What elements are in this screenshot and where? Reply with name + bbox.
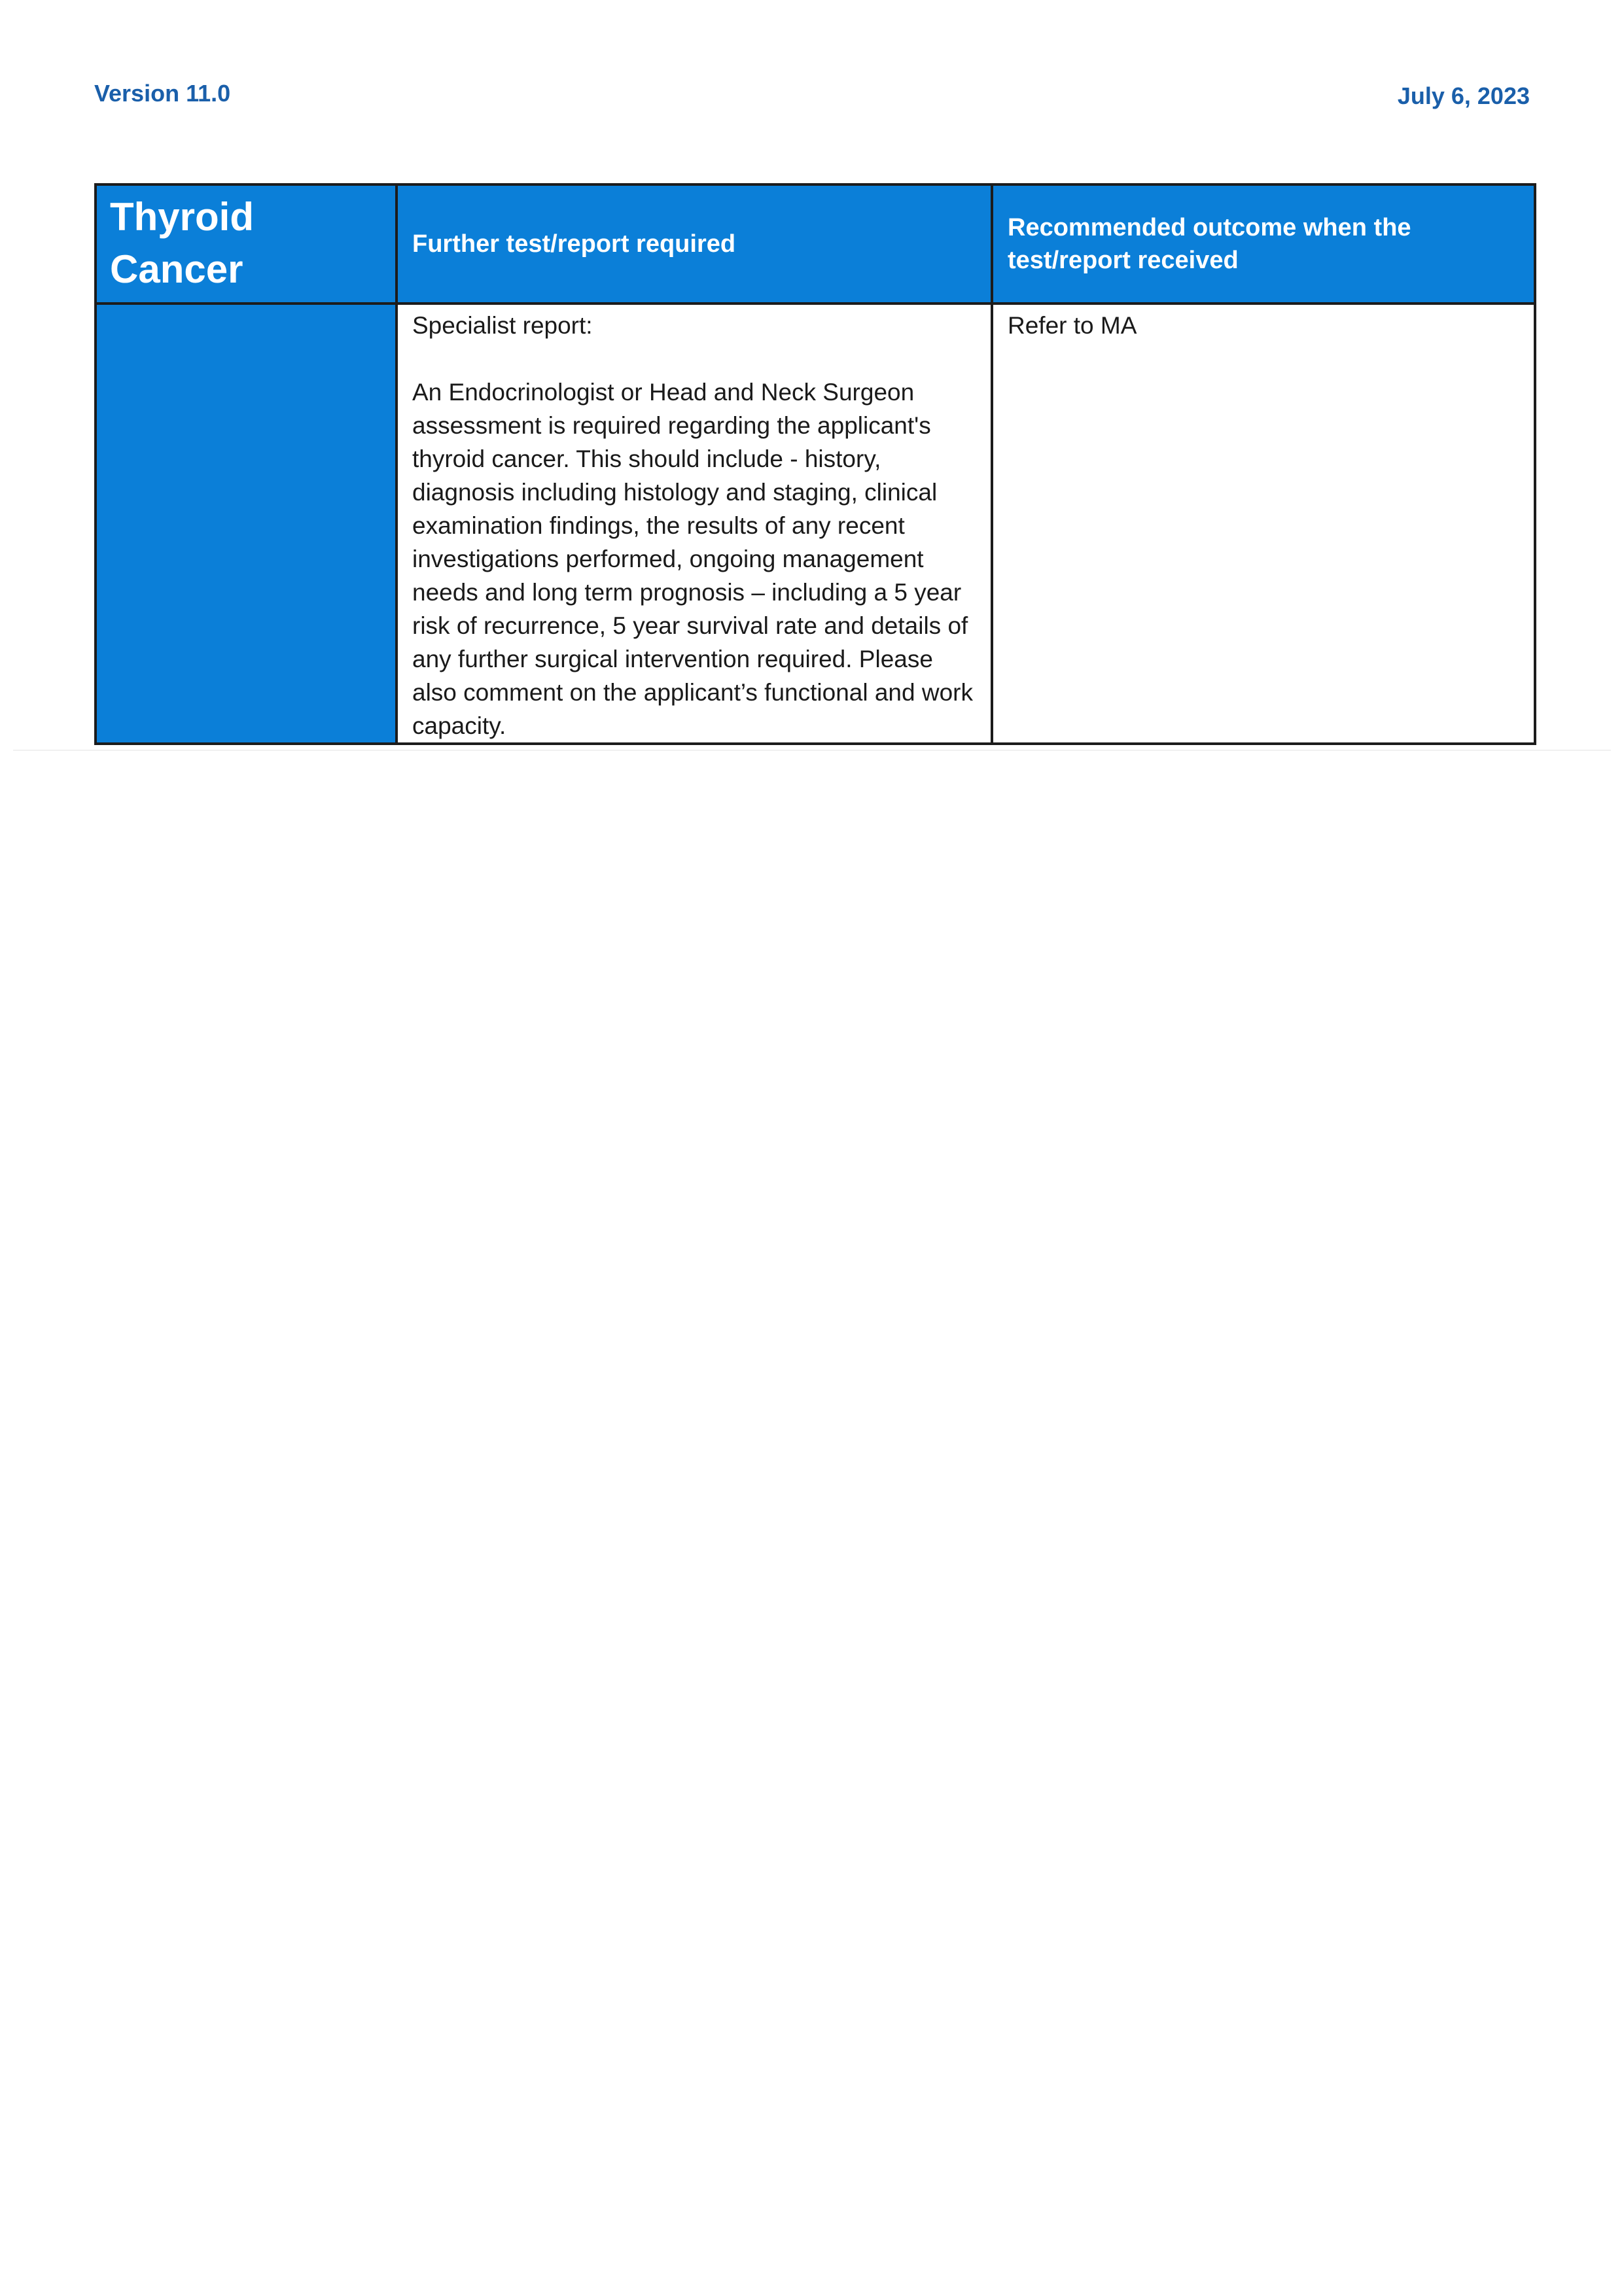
guidance-table [94,183,1536,745]
test-title: Specialist report: [412,312,593,339]
date-label: July 6, 2023 [1397,82,1530,109]
test-column-header: Further test/report required [397,184,992,304]
outcome-text: Refer to MA [1008,312,1137,339]
scan-divider [13,750,1611,751]
outcome-cell [992,304,1535,744]
version-label: Version 11.0 [94,80,231,107]
table-header-row [96,184,1535,304]
test-description: An Endocrinologist or Head and Neck Surgeon assessment is required regarding the applicant's thyroid cancer. This should include - history, diagnosis including histology and staging, clinical examination findings, the results of any recent investigations performed, ongoing management needs and long term prognosis – including a 5 year risk of recurrence, 5 year survival rate and details of any further surgical intervention required. Please also comment on the applicant’s functional and work capacity. [412,379,973,739]
test-cell [397,304,992,744]
table-row [96,304,1535,744]
outcome-column-header: Recommended outcome when the test/report received [992,184,1535,304]
condition-title: Thyroid Cancer [96,184,397,304]
condition-side-cell [96,304,397,744]
